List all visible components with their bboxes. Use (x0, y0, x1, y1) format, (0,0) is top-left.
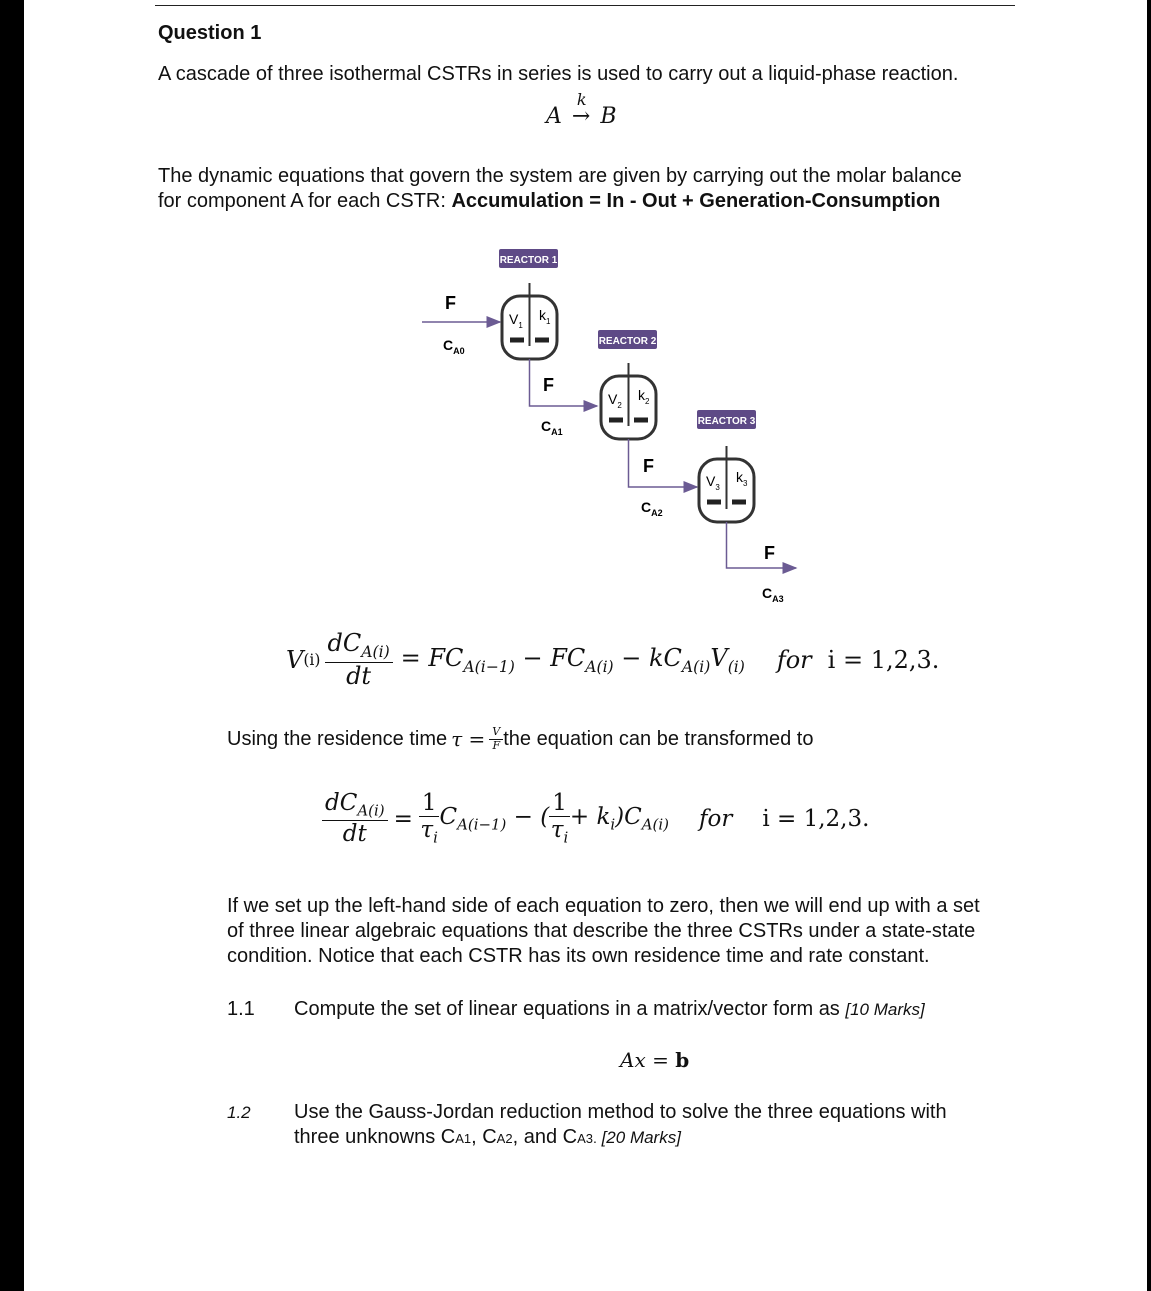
reactor-1-badge-text: REACTOR 1 (499, 255, 558, 266)
reactor-3-badge-text: REACTOR 3 (697, 416, 756, 427)
reactant: A (546, 104, 562, 129)
feed-flow-label: F (445, 293, 456, 313)
stream-1-flow-label: F (543, 375, 554, 395)
reactor-2 (601, 363, 656, 439)
product: B (600, 104, 617, 129)
document-page (24, 0, 1147, 1291)
question-1-2-number: 1.2 (227, 1103, 251, 1122)
stream-2-concentration-label: $C_{A2}$ (641, 499, 663, 518)
stream-1-line (530, 359, 598, 406)
svg-text:k2: $k_2$ (638, 387, 650, 406)
svg-text:V3: $V_3$ (706, 473, 720, 492)
question-1-1-marks: [10 Marks] (845, 1000, 925, 1019)
balance-prefix: for component A for each CSTR: (158, 190, 452, 212)
question-heading: Question 1 (158, 22, 262, 44)
cstr-cascade-diagram (24, 0, 1147, 620)
paragraph-line-2: of three linear algebraic equations that describe the three CSTRs under a state-state (227, 920, 976, 942)
reactor-2-badge-text: REACTOR 2 (598, 336, 657, 347)
reactor-1 (502, 283, 557, 359)
question-1-2-line-2: three unknowns CA1, CA2, and CA3. [20 Marks] (294, 1126, 681, 1148)
svg-text:V2: $V_2$ (608, 391, 622, 410)
balance-line-1: The dynamic equations that govern the system are given by carrying out the molar balance (158, 165, 962, 187)
svg-text:V1: $V_1$ (509, 311, 523, 330)
question-1-1-number: 1.1 (227, 998, 255, 1020)
intro-text: A cascade of three isothermal CSTRs in series is used to carry out a liquid-phase reaction. (158, 63, 959, 85)
stream-1-concentration-label: $C_{A1}$ (541, 418, 563, 437)
outlet-concentration-label: $C_{A3}$ (762, 585, 784, 604)
svg-text:k3: $k_3$ (736, 469, 748, 488)
question-1-2-line-1: Use the Gauss-Jordan reduction method to solve the three equations with (294, 1101, 947, 1123)
svg-text:k1: $k_1$ (539, 307, 551, 326)
matrix-equation: Ax = b (620, 1048, 690, 1072)
reaction-arrow: → (571, 104, 591, 129)
rate-constant-label: k (576, 90, 587, 109)
stream-2-flow-label: F (643, 456, 654, 476)
paragraph-line-1: If we set up the left-hand side of each equation to zero, then we will end up with a set (227, 895, 980, 917)
question-1-1-text: Compute the set of linear equations in a matrix/vector form as [10 Marks] (294, 998, 925, 1020)
residence-time-text: Using the residence time τ = $\frac{V}{F}$ the equation can be transformed to (227, 725, 814, 752)
residence-time-equation: $\frac{dC_{A(i)}}{dt}$ = $\frac{1}{\tau_i}$ $C_{A(i-1)}$ − ( $\frac{1}{\tau_i}$ + $k_i)C_{A(i)}$ for i = 1,2,3. (322, 790, 869, 847)
question-1-2-marks: [20 Marks] (596, 1128, 681, 1147)
stream-2-line (629, 439, 698, 487)
outlet-flow-label: F (764, 543, 775, 563)
paragraph-line-3: condition. Notice that each CSTR has its own residence time and rate constant. (227, 945, 930, 967)
feed-concentration-label: $C_{A0}$ (443, 337, 465, 356)
reactor-3 (699, 446, 754, 522)
balance-statement: Accumulation = In - Out + Generation-Consumption (451, 190, 941, 212)
dynamic-balance-equation: V (i) $\frac{dC_{A(i)}}{dt}$ = $FC_{A(i-1)} - FC_{A(i)} - kC_{A(i)}V_{(i)}$ for i = 1,2,3. (286, 629, 940, 690)
outlet-stream-line (727, 522, 797, 568)
